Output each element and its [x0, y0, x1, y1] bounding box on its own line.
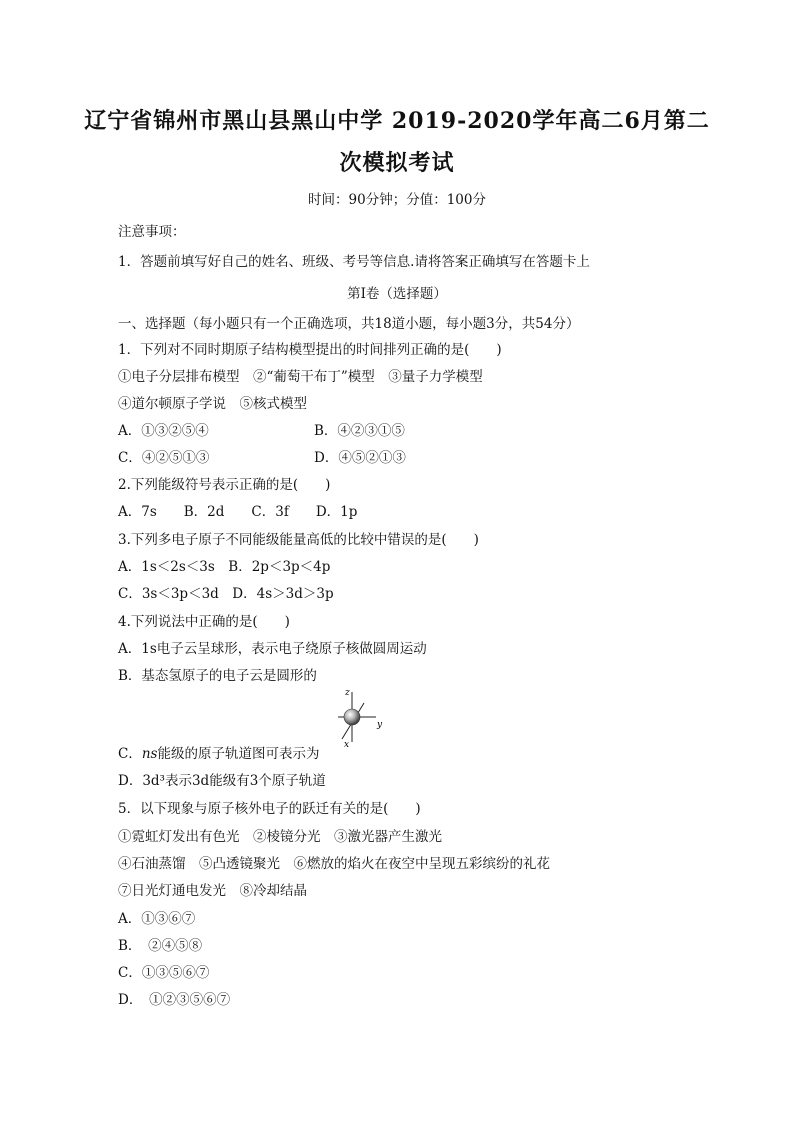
exam-title-line2: 次模拟考试 — [339, 150, 455, 176]
q5-items-line1: ①霓虹灯发出有色光 ②棱镜分光 ③激光器产生激光 — [118, 829, 442, 845]
notice-item-1: 1．答题前填写好自己的姓名、班级、考号等信息.请将答案正确填写在答题卡上 — [118, 254, 590, 270]
q5-option-c: C．①③⑤⑥⑦ — [118, 965, 210, 981]
q4-option-b: B．基态氢原子的电子云是圆形的 — [118, 668, 317, 684]
q1-option-d: D．④⑤②①③ — [314, 450, 406, 466]
section-title: 第I卷（选择题） — [347, 286, 447, 302]
q5-stem: 5．以下现象与原子核外电子的跃迁有关的是( ) — [118, 801, 421, 817]
q1-items-line2: ④道尔顿原子学说 ⑤核式模型 — [118, 396, 307, 412]
q4-option-d: D．3d³表示3d能级有3个原子轨道 — [118, 773, 326, 789]
q3-stem: 3.下列多电子原子不同能级能量高低的比较中错误的是( ) — [118, 532, 479, 548]
axis-label-y: y — [377, 720, 383, 730]
orbital-sphere — [344, 709, 360, 725]
q1-stem: 1．下列对不同时期原子结构模型提出的时间排列正确的是( ) — [118, 342, 502, 358]
q2-stem: 2.下列能级符号表示正确的是( ) — [118, 477, 331, 493]
q4-option-c — [118, 742, 319, 762]
orbital-s-icon — [330, 686, 390, 748]
q1-option-b: B．④②③①⑤ — [314, 423, 405, 439]
q3-options-line1: A．1s＜2s＜3s B．2p＜3p＜4p — [118, 559, 331, 575]
exam-meta: 时间：90分钟；分值：100分 — [308, 192, 486, 208]
q4-option-c-prefix: C． — [118, 746, 142, 762]
q4-option-a: A．1s电子云呈球形，表示电子绕原子核做圆周运动 — [118, 641, 427, 657]
q5-option-d: D． ①②③⑤⑥⑦ — [118, 992, 231, 1008]
q1-option-a: A．①③②⑤④ — [118, 423, 209, 439]
q5-items-line2: ④石油蒸馏 ⑤凸透镜聚光 ⑥燃放的焰火在夜空中呈现五彩缤纷的礼花 — [118, 856, 550, 872]
axis-label-x: x — [344, 740, 350, 748]
q2-options: A．7s B．2d C．3f D．1p — [118, 504, 358, 520]
q5-items-line3: ⑦日光灯通电发光 ⑧冷却结晶 — [118, 883, 307, 899]
exam-title-line1: 辽宁省锦州市黑山县黑山中学 2019-2020学年高二6月第二 — [84, 108, 710, 134]
orbital-diagram — [330, 686, 390, 748]
q4-option-c-suffix: 能级的原子轨道图可表示为 — [157, 746, 320, 762]
q5-option-b: B． ②④⑤⑧ — [118, 938, 203, 954]
q1-option-c: C．④②⑤①③ — [118, 450, 210, 466]
q5-option-a: A．①③⑥⑦ — [118, 911, 196, 927]
q4-stem: 4.下列说法中正确的是( ) — [118, 614, 290, 630]
q3-options-line2: C．3s＜3p＜3d D．4s＞3d＞3p — [118, 586, 334, 602]
axis-label-z: z — [345, 688, 350, 698]
section-intro: 一、选择题（每小题只有一个正确选项，共18道小题，每小题3分，共54分） — [118, 316, 580, 332]
notice-heading: 注意事项： — [118, 224, 186, 240]
q4-option-c-ns: ns — [141, 746, 158, 762]
q1-items-line1: ①电子分层排布模型 ②“葡萄干布丁”模型 ③量子力学模型 — [118, 369, 483, 385]
